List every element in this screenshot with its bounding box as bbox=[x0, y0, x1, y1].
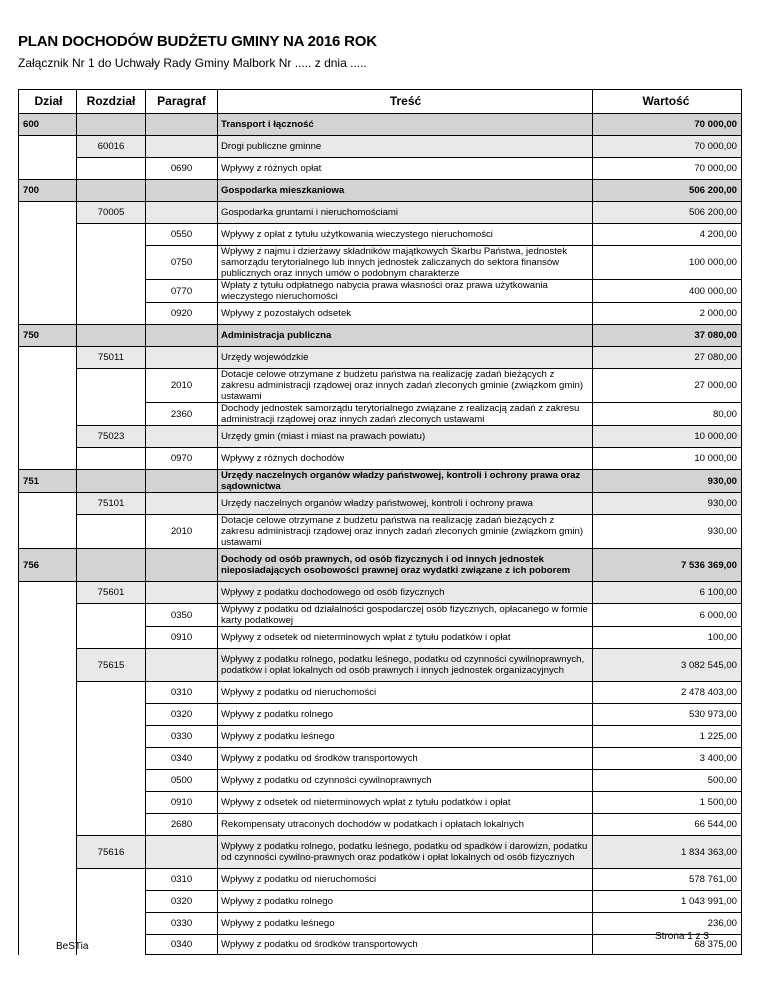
paragraf-cell: 0550 bbox=[146, 224, 218, 246]
dzial-cell bbox=[19, 726, 77, 748]
dzial-cell bbox=[19, 704, 77, 726]
table-row bbox=[19, 649, 742, 682]
paragraf-cell: 0320 bbox=[146, 704, 218, 726]
table-row bbox=[19, 448, 742, 470]
rozdzial-cell: 75615 bbox=[77, 649, 146, 682]
rozdzial-cell bbox=[77, 913, 146, 935]
wartosc-cell: 506 200,00 bbox=[593, 180, 742, 202]
rozdzial-cell bbox=[77, 180, 146, 202]
rozdzial-cell: 75011 bbox=[77, 347, 146, 369]
rozdzial-cell bbox=[77, 470, 146, 493]
table-row bbox=[19, 913, 742, 935]
tresc-cell: Dochody jednostek samorządu terytorialnego związane z realizacją zadań z zakresu administracji rządowej oraz innych zadań zleconych ustawami bbox=[218, 403, 593, 426]
header-wartosc: Wartość bbox=[593, 90, 742, 114]
header-tresc: Treść bbox=[218, 90, 593, 114]
rozdzial-cell bbox=[77, 515, 146, 549]
rozdzial-cell bbox=[77, 158, 146, 180]
tresc-cell: Wpływy z podatku rolnego bbox=[218, 704, 593, 726]
paragraf-cell: 2360 bbox=[146, 403, 218, 426]
tresc-cell: Wpływy z podatku od środków transportowych bbox=[218, 935, 593, 955]
table-row bbox=[19, 224, 742, 246]
rozdzial-cell bbox=[77, 682, 146, 704]
wartosc-cell: 37 080,00 bbox=[593, 325, 742, 347]
paragraf-cell bbox=[146, 426, 218, 448]
rozdzial-cell bbox=[77, 224, 146, 246]
tresc-cell: Urzędy wojewódzkie bbox=[218, 347, 593, 369]
paragraf-cell: 0770 bbox=[146, 280, 218, 303]
wartosc-cell: 3 400,00 bbox=[593, 748, 742, 770]
table-row bbox=[19, 891, 742, 913]
footer-author: BeSTia bbox=[56, 941, 89, 952]
wartosc-cell: 3 082 545,00 bbox=[593, 649, 742, 682]
wartosc-cell: 1 225,00 bbox=[593, 726, 742, 748]
table-row bbox=[19, 682, 742, 704]
dzial-cell bbox=[19, 582, 77, 604]
tresc-cell: Urzędy naczelnych organów władzy państwowej, kontroli i ochrony prawa bbox=[218, 493, 593, 515]
dzial-cell: 756 bbox=[19, 549, 77, 582]
paragraf-cell: 0910 bbox=[146, 792, 218, 814]
dzial-cell bbox=[19, 158, 77, 180]
wartosc-cell: 930,00 bbox=[593, 470, 742, 493]
table-row bbox=[19, 770, 742, 792]
rozdzial-cell bbox=[77, 369, 146, 403]
tresc-cell: Wpływy z odsetek od nieterminowych wpłat z tytułu podatków i opłat bbox=[218, 792, 593, 814]
tresc-cell: Wpływy z różnych opłat bbox=[218, 158, 593, 180]
tresc-cell: Drogi publiczne gminne bbox=[218, 136, 593, 158]
rozdzial-cell bbox=[77, 549, 146, 582]
paragraf-cell: 2680 bbox=[146, 814, 218, 836]
paragraf-cell bbox=[146, 180, 218, 202]
paragraf-cell: 0350 bbox=[146, 604, 218, 627]
rozdzial-cell bbox=[77, 627, 146, 649]
table-row bbox=[19, 604, 742, 627]
dzial-cell bbox=[19, 649, 77, 682]
tresc-cell: Urzędy naczelnych organów władzy państwowej, kontroli i ochrony prawa oraz sądownictwa bbox=[218, 470, 593, 493]
wartosc-cell: 6 000,00 bbox=[593, 604, 742, 627]
wartosc-cell: 100,00 bbox=[593, 627, 742, 649]
paragraf-cell bbox=[146, 549, 218, 582]
wartosc-cell: 2 478 403,00 bbox=[593, 682, 742, 704]
wartosc-cell: 7 536 369,00 bbox=[593, 549, 742, 582]
rozdzial-cell bbox=[77, 704, 146, 726]
wartosc-cell: 70 000,00 bbox=[593, 158, 742, 180]
rozdzial-cell bbox=[77, 748, 146, 770]
wartosc-cell: 1 500,00 bbox=[593, 792, 742, 814]
tresc-cell: Wpływy z podatku dochodowego od osób fizycznych bbox=[218, 582, 593, 604]
dzial-cell bbox=[19, 403, 77, 426]
dzial-cell bbox=[19, 448, 77, 470]
rozdzial-cell bbox=[77, 303, 146, 325]
rozdzial-cell bbox=[77, 325, 146, 347]
table-row bbox=[19, 114, 742, 136]
tresc-cell: Wpływy z podatku rolnego, podatku leśnego, podatku od czynności cywilnoprawnych, podatków i opłat lokalnych od osób prawnych i innych jednostek organizacyjnych bbox=[218, 649, 593, 682]
tresc-cell: Wpływy z podatku od działalności gospodarczej osób fizycznych, opłacanego w formie karty podatkowej bbox=[218, 604, 593, 627]
table-header bbox=[19, 90, 742, 114]
wartosc-cell: 100 000,00 bbox=[593, 246, 742, 280]
paragraf-cell bbox=[146, 202, 218, 224]
paragraf-cell bbox=[146, 493, 218, 515]
paragraf-cell bbox=[146, 114, 218, 136]
wartosc-cell: 930,00 bbox=[593, 493, 742, 515]
dzial-cell bbox=[19, 792, 77, 814]
rozdzial-cell bbox=[77, 770, 146, 792]
paragraf-cell bbox=[146, 649, 218, 682]
paragraf-cell: 0920 bbox=[146, 303, 218, 325]
wartosc-cell: 2 000,00 bbox=[593, 303, 742, 325]
table-row bbox=[19, 403, 742, 426]
dzial-cell: 750 bbox=[19, 325, 77, 347]
dzial-cell bbox=[19, 426, 77, 448]
table-row bbox=[19, 836, 742, 869]
tresc-cell: Wpływy z odsetek od nieterminowych wpłat z tytułu podatków i opłat bbox=[218, 627, 593, 649]
tresc-cell: Wpływy z podatku leśnego bbox=[218, 913, 593, 935]
tresc-cell: Dotacje celowe otrzymane z budżetu państwa na realizację zadań bieżących z zakresu administracji rządowej oraz innych zadań zleconych gminie (związkom gmin) ustawami bbox=[218, 369, 593, 403]
wartosc-cell: 236,00 bbox=[593, 913, 742, 935]
rozdzial-cell bbox=[77, 814, 146, 836]
table-row bbox=[19, 136, 742, 158]
dzial-cell bbox=[19, 369, 77, 403]
wartosc-cell: 500,00 bbox=[593, 770, 742, 792]
wartosc-cell: 10 000,00 bbox=[593, 426, 742, 448]
paragraf-cell: 0330 bbox=[146, 913, 218, 935]
document-subtitle: Załącznik Nr 1 do Uchwały Rady Gminy Malbork Nr ..... z dnia ..... bbox=[18, 56, 367, 70]
paragraf-cell: 0340 bbox=[146, 748, 218, 770]
tresc-cell: Gospodarka gruntami i nieruchomościami bbox=[218, 202, 593, 224]
dzial-cell bbox=[19, 891, 77, 913]
rozdzial-cell bbox=[77, 280, 146, 303]
tresc-cell: Rekompensaty utraconych dochodów w podatkach i opłatach lokalnych bbox=[218, 814, 593, 836]
wartosc-cell: 1 043 991,00 bbox=[593, 891, 742, 913]
rozdzial-cell bbox=[77, 403, 146, 426]
tresc-cell: Gospodarka mieszkaniowa bbox=[218, 180, 593, 202]
table-row bbox=[19, 426, 742, 448]
wartosc-cell: 27 000,00 bbox=[593, 369, 742, 403]
table-row bbox=[19, 792, 742, 814]
paragraf-cell: 0320 bbox=[146, 891, 218, 913]
paragraf-cell: 0310 bbox=[146, 869, 218, 891]
table-row bbox=[19, 627, 742, 649]
paragraf-cell: 2010 bbox=[146, 515, 218, 549]
table-row bbox=[19, 935, 742, 955]
wartosc-cell: 506 200,00 bbox=[593, 202, 742, 224]
header-dzial: Dział bbox=[19, 90, 77, 114]
paragraf-cell bbox=[146, 325, 218, 347]
dzial-cell bbox=[19, 836, 77, 869]
rozdzial-cell: 75023 bbox=[77, 426, 146, 448]
tresc-cell: Wpływy z opłat z tytułu użytkowania wieczystego nieruchomości bbox=[218, 224, 593, 246]
table-row bbox=[19, 582, 742, 604]
table-row bbox=[19, 158, 742, 180]
paragraf-cell bbox=[146, 136, 218, 158]
wartosc-cell: 930,00 bbox=[593, 515, 742, 549]
header-rozdzial: Rozdział bbox=[77, 90, 146, 114]
dzial-cell bbox=[19, 770, 77, 792]
dzial-cell bbox=[19, 347, 77, 369]
table-row bbox=[19, 748, 742, 770]
rozdzial-cell: 70005 bbox=[77, 202, 146, 224]
dzial-cell bbox=[19, 604, 77, 627]
paragraf-cell bbox=[146, 470, 218, 493]
budget-table bbox=[18, 89, 742, 955]
dzial-cell bbox=[19, 224, 77, 246]
page-number: Strona 1 z 3 bbox=[655, 931, 709, 942]
dzial-cell: 600 bbox=[19, 114, 77, 136]
rozdzial-cell bbox=[77, 246, 146, 280]
tresc-cell: Wpływy z najmu i dzierżawy składników majątkowych Skarbu Państwa, jednostek samorządu terytorialnego lub innych jednostek zaliczanych do sektora finansów publicznych oraz innych umów o podobnym charakterze bbox=[218, 246, 593, 280]
dzial-cell bbox=[19, 493, 77, 515]
table-row bbox=[19, 246, 742, 280]
rozdzial-cell bbox=[77, 604, 146, 627]
rozdzial-cell bbox=[77, 114, 146, 136]
table-row bbox=[19, 704, 742, 726]
wartosc-cell: 400 000,00 bbox=[593, 280, 742, 303]
paragraf-cell: 0310 bbox=[146, 682, 218, 704]
tresc-cell: Wpływy z podatku rolnego bbox=[218, 891, 593, 913]
dzial-cell bbox=[19, 136, 77, 158]
tresc-cell: Dochody od osób prawnych, od osób fizycznych i od innych jednostek nieposiadających osobowości prawnej oraz wydatki związane z ich poborem bbox=[218, 549, 593, 582]
paragraf-cell: 0970 bbox=[146, 448, 218, 470]
table-row bbox=[19, 814, 742, 836]
paragraf-cell: 0500 bbox=[146, 770, 218, 792]
tresc-cell: Wpływy z różnych dochodów bbox=[218, 448, 593, 470]
dzial-cell: 751 bbox=[19, 470, 77, 493]
rozdzial-cell bbox=[77, 869, 146, 891]
wartosc-cell: 6 100,00 bbox=[593, 582, 742, 604]
table-row bbox=[19, 325, 742, 347]
tresc-cell: Urzędy gmin (miast i miast na prawach powiatu) bbox=[218, 426, 593, 448]
table-row bbox=[19, 470, 742, 493]
dzial-cell bbox=[19, 246, 77, 280]
rozdzial-cell: 75101 bbox=[77, 493, 146, 515]
rozdzial-cell: 60016 bbox=[77, 136, 146, 158]
paragraf-cell: 0910 bbox=[146, 627, 218, 649]
table-row bbox=[19, 515, 742, 549]
wartosc-cell: 4 200,00 bbox=[593, 224, 742, 246]
tresc-cell: Administracja publiczna bbox=[218, 325, 593, 347]
tresc-cell: Wpłaty z tytułu odpłatnego nabycia prawa własności oraz prawa użytkowania wieczystego nieruchomości bbox=[218, 280, 593, 303]
paragraf-cell: 0750 bbox=[146, 246, 218, 280]
dzial-cell bbox=[19, 515, 77, 549]
rozdzial-cell bbox=[77, 792, 146, 814]
tresc-cell: Dotacje celowe otrzymane z budżetu państwa na realizację zadań bieżących z zakresu administracji rządowej oraz innych zadań zleconych gminie (związkom gmin) ustawami bbox=[218, 515, 593, 549]
table-row bbox=[19, 369, 742, 403]
table-row bbox=[19, 280, 742, 303]
wartosc-cell: 1 834 363,00 bbox=[593, 836, 742, 869]
paragraf-cell: 2010 bbox=[146, 369, 218, 403]
rozdzial-cell bbox=[77, 726, 146, 748]
wartosc-cell: 68 375,00 bbox=[593, 935, 742, 955]
wartosc-cell: 80,00 bbox=[593, 403, 742, 426]
rozdzial-cell bbox=[77, 891, 146, 913]
dzial-cell bbox=[19, 869, 77, 891]
document-title: PLAN DOCHODÓW BUDŻETU GMINY NA 2016 ROK bbox=[18, 33, 377, 50]
tresc-cell: Wpływy z podatku od środków transportowych bbox=[218, 748, 593, 770]
table-row bbox=[19, 347, 742, 369]
wartosc-cell: 10 000,00 bbox=[593, 448, 742, 470]
table-row bbox=[19, 303, 742, 325]
paragraf-cell bbox=[146, 582, 218, 604]
paragraf-cell: 0340 bbox=[146, 935, 218, 955]
tresc-cell: Transport i łączność bbox=[218, 114, 593, 136]
wartosc-cell: 27 080,00 bbox=[593, 347, 742, 369]
paragraf-cell bbox=[146, 347, 218, 369]
table-row bbox=[19, 869, 742, 891]
wartosc-cell: 66 544,00 bbox=[593, 814, 742, 836]
tresc-cell: Wpływy z podatku od nieruchomości bbox=[218, 682, 593, 704]
wartosc-cell: 578 761,00 bbox=[593, 869, 742, 891]
tresc-cell: Wpływy z podatku rolnego, podatku leśnego, podatku od spadków i darowizn, podatku od czynności cywilno-prawnych oraz podatków i opłat lokalnych od osób fizycznych bbox=[218, 836, 593, 869]
rozdzial-cell: 75601 bbox=[77, 582, 146, 604]
tresc-cell: Wpływy z podatku leśnego bbox=[218, 726, 593, 748]
header-paragraf: Paragraf bbox=[146, 90, 218, 114]
tresc-cell: Wpływy z pozostałych odsetek bbox=[218, 303, 593, 325]
rozdzial-cell: 75616 bbox=[77, 836, 146, 869]
rozdzial-cell bbox=[77, 448, 146, 470]
dzial-cell bbox=[19, 682, 77, 704]
dzial-cell bbox=[19, 814, 77, 836]
paragraf-cell: 0330 bbox=[146, 726, 218, 748]
dzial-cell bbox=[19, 627, 77, 649]
wartosc-cell: 70 000,00 bbox=[593, 114, 742, 136]
tresc-cell: Wpływy z podatku od nieruchomości bbox=[218, 869, 593, 891]
dzial-cell bbox=[19, 913, 77, 935]
dzial-cell: 700 bbox=[19, 180, 77, 202]
paragraf-cell: 0690 bbox=[146, 158, 218, 180]
dzial-cell bbox=[19, 202, 77, 224]
dzial-cell bbox=[19, 748, 77, 770]
tresc-cell: Wpływy z podatku od czynności cywilnoprawnych bbox=[218, 770, 593, 792]
wartosc-cell: 70 000,00 bbox=[593, 136, 742, 158]
dzial-cell bbox=[19, 280, 77, 303]
dzial-cell bbox=[19, 303, 77, 325]
table-row bbox=[19, 549, 742, 582]
table-row bbox=[19, 493, 742, 515]
paragraf-cell bbox=[146, 836, 218, 869]
table-row bbox=[19, 202, 742, 224]
wartosc-cell: 530 973,00 bbox=[593, 704, 742, 726]
table-row bbox=[19, 726, 742, 748]
table-row bbox=[19, 180, 742, 202]
